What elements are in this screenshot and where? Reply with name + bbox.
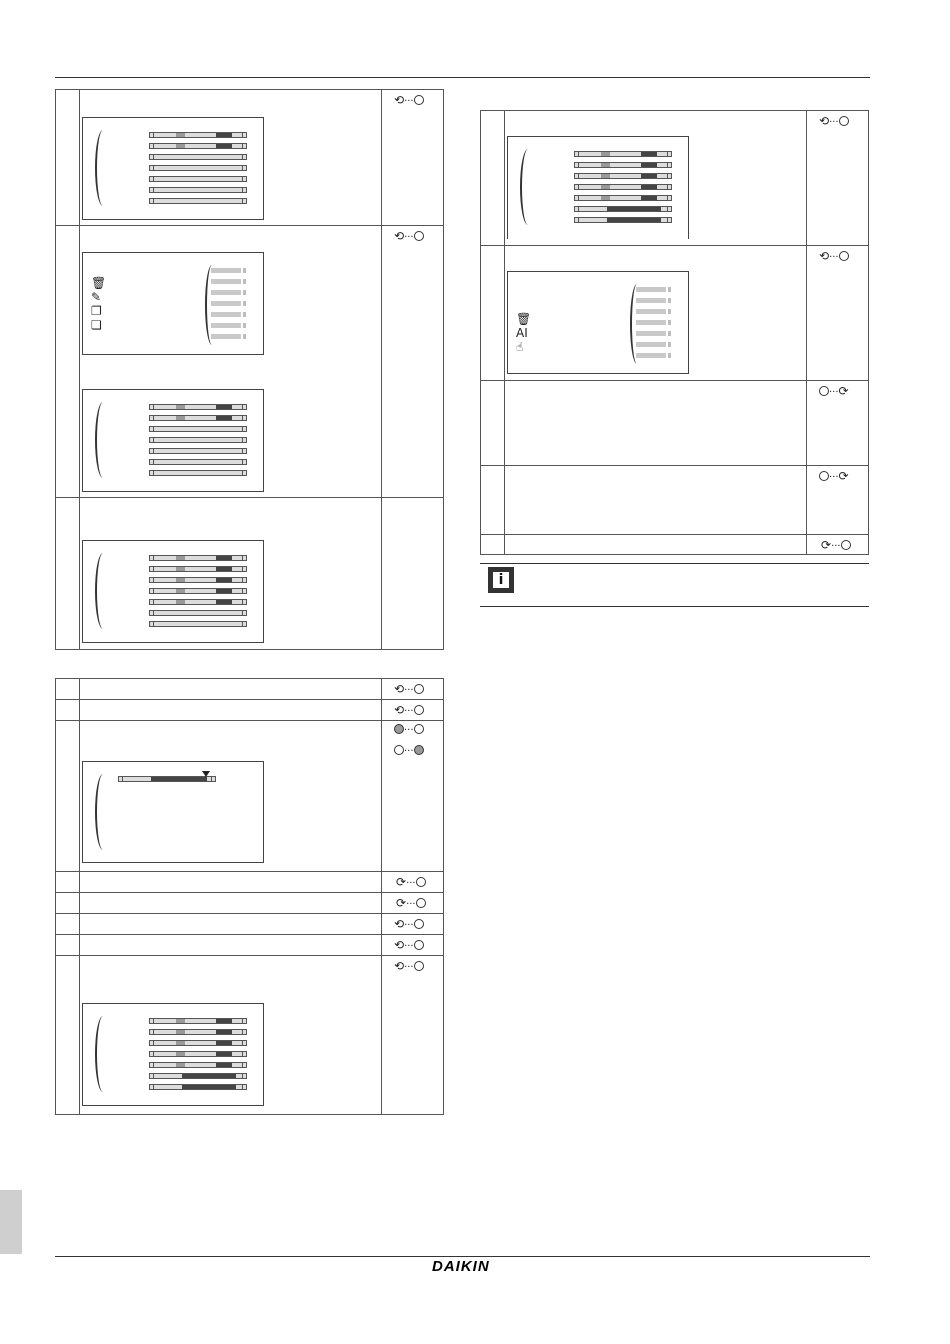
paste-icon: ❏ — [91, 318, 102, 332]
dial-press-icon: ···⟳ — [819, 384, 849, 398]
dial-turn-then-press-icon: ⟲··· — [394, 959, 424, 973]
step-number-cell — [56, 721, 80, 872]
rename-icon: AI — [516, 326, 528, 340]
step-content-cell — [505, 381, 807, 466]
dial-turn-then-press-icon: ⟲··· — [394, 917, 424, 931]
copy-icon: ❐ — [91, 304, 102, 318]
step-action-cell — [382, 956, 444, 1115]
step-content-cell — [80, 721, 382, 872]
step-number-cell — [56, 956, 80, 1115]
step-number-cell — [481, 111, 505, 246]
dial-turn-then-press-icon: ⟲··· — [394, 703, 424, 717]
step-number-cell — [56, 90, 80, 226]
step-action-cell — [382, 226, 444, 498]
dial-turn-then-press-icon: ⟳··· — [396, 896, 426, 910]
step-content-cell — [80, 935, 382, 956]
step-action-cell — [807, 535, 869, 555]
step-action-cell — [382, 935, 444, 956]
note-rule-top — [480, 563, 869, 564]
dial-turn-then-press-icon: ⟳··· — [396, 875, 426, 889]
step-content-cell — [505, 111, 807, 246]
steps-table-1 — [55, 89, 444, 650]
step-number-cell — [56, 935, 80, 956]
brand-logo: DAIKIN — [432, 1258, 490, 1275]
steps-table-3 — [480, 110, 869, 555]
footer-rule — [55, 1256, 870, 1257]
step-content-cell — [505, 246, 807, 381]
step-content-cell — [505, 466, 807, 535]
ui-screen-menu — [82, 252, 264, 355]
dial-press-icon: ··· — [394, 724, 424, 736]
note-rule-bottom — [480, 606, 869, 607]
step-number-cell — [481, 535, 505, 555]
dial-turn-then-press-icon: ⟲··· — [819, 249, 849, 263]
touch-icon: ☝ — [516, 340, 524, 354]
dial-turn-then-press-icon: ⟲··· — [394, 938, 424, 952]
slider-marker — [202, 771, 210, 777]
step-action-cell — [807, 466, 869, 535]
ui-screen-slider — [82, 761, 264, 863]
step-content-cell — [80, 893, 382, 914]
step-content-cell — [80, 498, 382, 650]
step-number-cell — [56, 914, 80, 935]
step-content-cell — [80, 956, 382, 1115]
bin-icon: 🗑 — [516, 312, 532, 326]
step-action-cell — [382, 90, 444, 226]
dial-turn-then-press-icon: ⟲··· — [819, 114, 849, 128]
header-rule — [55, 77, 870, 78]
step-number-cell — [56, 700, 80, 721]
step-content-cell — [80, 872, 382, 893]
step-content-cell — [80, 700, 382, 721]
bin-icon: 🗑 — [91, 276, 107, 290]
dial-turn-then-press-icon: ⟳··· — [821, 538, 851, 552]
step-number-cell — [481, 246, 505, 381]
ui-screen — [82, 389, 264, 492]
step-content-cell — [80, 914, 382, 935]
ui-screen — [507, 136, 689, 239]
ui-screen — [82, 1003, 264, 1106]
step-action-cell — [382, 893, 444, 914]
ui-screen — [82, 117, 264, 220]
chapter-tab-marker — [0, 1190, 22, 1254]
step-number-cell — [481, 466, 505, 535]
step-content-cell — [80, 226, 382, 498]
step-content-cell — [505, 535, 807, 555]
steps-table-2 — [55, 678, 444, 1115]
dial-turn-then-press-icon: ⟲··· — [394, 682, 424, 696]
step-action-cell — [382, 498, 444, 650]
ui-screen-menu — [507, 271, 689, 374]
step-content-cell — [80, 90, 382, 226]
step-action-cell — [807, 246, 869, 381]
step-action-cell — [807, 381, 869, 466]
info-icon: i — [488, 567, 514, 593]
step-number-cell — [56, 872, 80, 893]
step-action-cell — [382, 679, 444, 700]
step-action-cell — [382, 700, 444, 721]
step-content-cell — [80, 679, 382, 700]
step-action-cell — [382, 872, 444, 893]
step-action-cell — [382, 721, 444, 872]
step-number-cell — [56, 226, 80, 498]
step-number-cell — [56, 893, 80, 914]
step-action-cell — [807, 111, 869, 246]
dial-turn-then-press-icon: ⟲··· — [394, 229, 424, 243]
edit-icon: ✎ — [91, 290, 102, 304]
step-number-cell — [481, 381, 505, 466]
step-number-cell — [56, 498, 80, 650]
dial-press-icon: ···⟳ — [819, 469, 849, 483]
ui-screen — [82, 540, 264, 643]
step-number-cell — [56, 679, 80, 700]
step-action-cell — [382, 914, 444, 935]
dial-turn-then-press-icon: ⟲··· — [394, 93, 424, 107]
dial-turn-icon: ··· — [394, 745, 424, 757]
